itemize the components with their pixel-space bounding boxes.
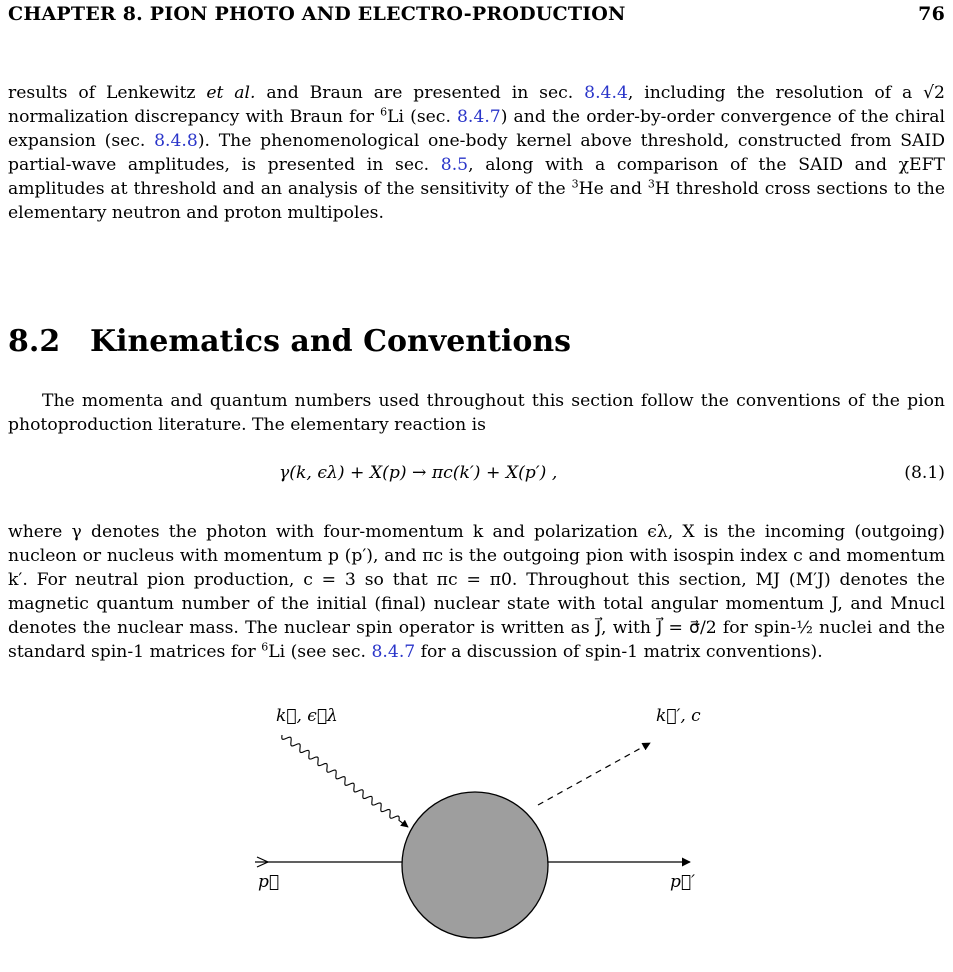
equation-number: (8.1) xyxy=(904,463,945,483)
label-photon: k⃗, ϵ⃗λ xyxy=(276,706,338,726)
ref-link[interactable]: 8.4.8 xyxy=(154,131,198,151)
ref-link[interactable]: 8.4.7 xyxy=(457,107,501,127)
ref-link[interactable]: 8.4.4 xyxy=(584,83,628,103)
paragraph-definitions: where γ denotes the photon with four-momentum k and polarization ϵλ, X is the incoming (outgoing) nucleon or nucleus with momentum p (p′), and πc is the outgoing pion with isospin index c and momentum k′. For neutral pion production, c = 3 so that πc = π0. Throughout this section, MJ (M′J) denotes the magnetic quantum number of the initial (final) nuclear state with total angular momentum J, and Mnucl denotes the nuclear mass. The nuclear spin operator is written as J⃗, with J⃗ = σ⃗/2 for spin-½ nuclei and the standard spin-1 matrices for $^6$Li (see sec. 8.4.7 for a discussion of spin-1 matrix conventions). xyxy=(8,522,945,662)
pion-line xyxy=(538,743,650,805)
label-pion: k⃗′, c xyxy=(656,706,701,726)
equation-formula: γ(k, ϵλ) + X(p) → πc(k′) + X(p′) , xyxy=(279,463,558,483)
ref-link[interactable]: 8.5 xyxy=(440,155,469,175)
sqrt2: √2 xyxy=(923,83,945,103)
label-p-in: p⃗ xyxy=(258,872,280,892)
ref-link[interactable]: 8.4.7 xyxy=(371,642,416,662)
running-head: CHAPTER 8. PION PHOTO AND ELECTRO-PRODUCTION xyxy=(8,3,626,25)
section-number: 8.2 xyxy=(8,324,61,359)
photon-line xyxy=(282,735,408,827)
etal: et al. xyxy=(206,83,256,103)
section-title: Kinematics and Conventions xyxy=(90,324,572,359)
page-number: 76 xyxy=(918,3,945,25)
label-p-out: p⃗′ xyxy=(670,872,695,892)
intro-paragraph: results of Lenkewitz et al. and Braun are presented in sec. 8.4.4, including the resolution of a √2 normalization discrepancy with Braun for $^6$Li (sec. 8.4.7) and the order-by-order convergence of the chiral expansion (sec. 8.4.8). The phenomenological one-body kernel above threshold, constructed from SAID partial-wave amplitudes, is presented in sec. 8.5, along with a comparison of the SAID and χEFT amplitudes at threshold and an analysis of the sensitivity of the $^3$He and $^3$H threshold cross sections to the elementary neutron and proton multipoles. xyxy=(8,83,945,223)
interaction-blob xyxy=(402,792,548,938)
paragraph-kinematics: The momenta and quantum numbers used throughout this section follow the conventions of the pion photoproduction literature. The elementary reaction is xyxy=(8,391,945,435)
